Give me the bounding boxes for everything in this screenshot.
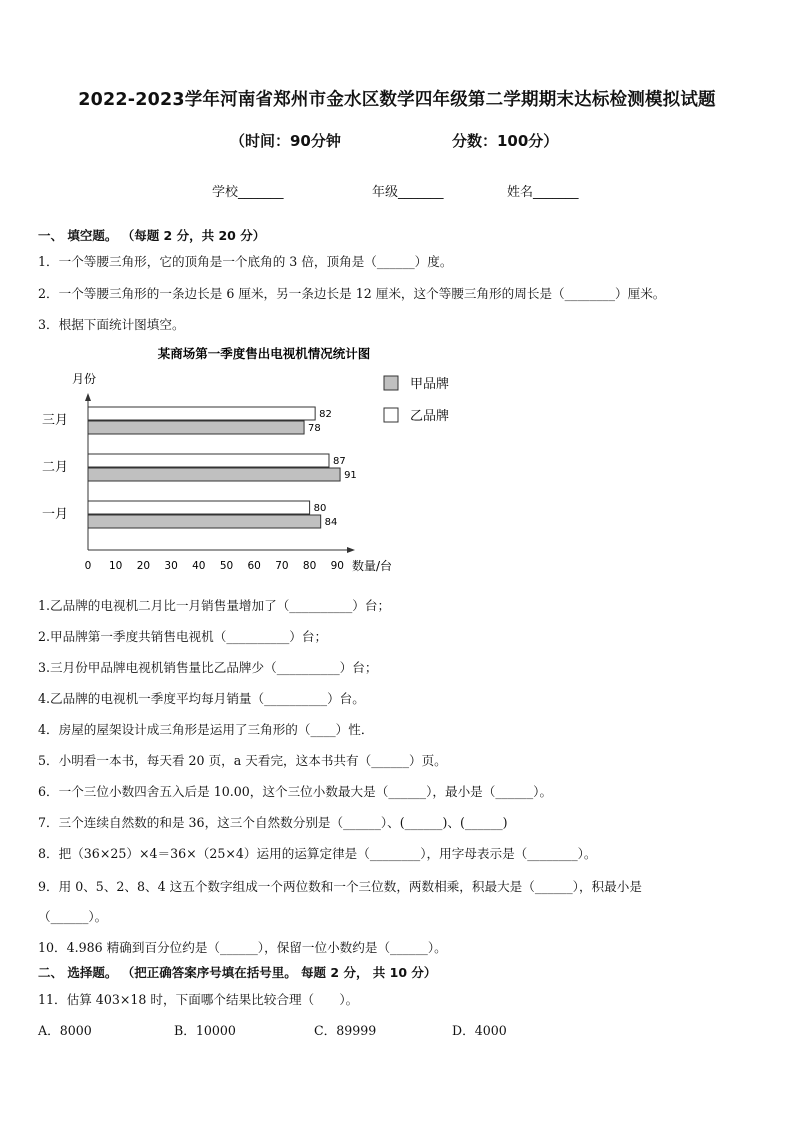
x-tick-label: 50 <box>219 560 234 572</box>
x-tick-label: 0 <box>84 560 92 572</box>
name-field: 姓名_______ <box>507 185 579 200</box>
question-8: 8．把（36×25）×4＝36×（25×4）运用的运算定律是（________），用字母表示是（________）。 <box>38 846 597 861</box>
question-2: 2．一个等腰三角形的一条边长是 6 厘米，另一条边长是 12 厘米，这个等腰三角形的周长是（________）厘米。 <box>38 286 666 301</box>
category-label: 一月 <box>42 507 69 522</box>
bar-value-label: 82 <box>319 409 332 420</box>
legend-swatch <box>384 376 398 390</box>
question-11: 11．估算 403×18 时，下面哪个结果比较合理（ ）。 <box>38 992 359 1007</box>
option-d: D．4000 <box>452 1023 507 1038</box>
question-9: 9．用 0、5、2、8、4 这五个数字组成一个两位数和一个三位数，两数相乘，积最大是（______），积最小是 <box>38 879 642 894</box>
bar <box>88 515 321 528</box>
page-title: 2022-2023学年河南省郑州市金水区数学四年级第二学期期末达标检测模拟试题 <box>78 90 716 110</box>
bar <box>88 454 329 467</box>
subquestion-4: 4.乙品牌的电视机一季度平均每月销量（__________）台。 <box>38 691 365 706</box>
option-b: B．10000 <box>174 1023 236 1038</box>
question-10: 10．4.986 精确到百分位约是（______），保留一位小数约是（______）。 <box>38 940 447 955</box>
section-choice-heading: 二、 选择题。 （把正确答案序号填在括号里。 每题 2 分， 共 10 分） <box>38 965 437 980</box>
subquestion-2: 2.甲品牌第一季度共销售电视机（__________）台； <box>38 629 328 644</box>
legend-swatch <box>384 408 398 422</box>
bar-chart <box>36 340 476 580</box>
school-field: 学校_______ <box>212 185 284 200</box>
bar <box>88 468 340 481</box>
bar <box>88 407 315 420</box>
x-tick-label: 30 <box>164 560 178 572</box>
bar-value-label: 80 <box>313 503 327 514</box>
grade-field: 年级_______ <box>372 185 444 200</box>
question-1: 1．一个等腰三角形，它的顶角是一个底角的 3 倍，顶角是（______）度。 <box>38 254 453 269</box>
question-5: 5．小明看一本书，每天看 20 页，a 天看完，这本书共有（______）页。 <box>38 753 447 768</box>
legend-label: 甲品牌 <box>410 377 450 392</box>
bar-value-label: 91 <box>344 470 357 481</box>
x-tick-label: 60 <box>247 560 261 572</box>
bar <box>88 501 310 514</box>
legend-label: 乙品牌 <box>410 409 450 424</box>
y-axis-label: 月份 <box>72 372 97 386</box>
category-label: 三月 <box>42 413 69 428</box>
chart-title: 某商场第一季度售出电视机情况统计图 <box>157 346 371 361</box>
exam-time: （时间：90分钟 <box>230 132 341 150</box>
option-a: A．8000 <box>38 1023 92 1038</box>
x-tick-label: 10 <box>109 560 123 572</box>
x-axis-arrow <box>347 547 355 553</box>
bar-value-label: 87 <box>332 456 346 467</box>
question-9-continued: （______）。 <box>38 909 108 924</box>
question-3: 3．根据下面统计图填空。 <box>38 317 185 332</box>
y-axis-arrow <box>85 393 91 401</box>
subquestion-3: 3.三月份甲品牌电视机销售量比乙品牌少（__________）台； <box>38 660 378 675</box>
option-c: C．89999 <box>314 1023 377 1038</box>
x-tick-label: 90 <box>330 560 344 572</box>
bar <box>88 421 304 434</box>
bar-value-label: 78 <box>308 423 321 434</box>
x-tick-label: 40 <box>192 560 206 572</box>
exam-score: 分数：100分） <box>452 132 559 150</box>
question-7: 7．三个连续自然数的和是 36，这三个自然数分别是（______）、(______)、(______) <box>38 815 508 830</box>
question-6: 6．一个三位小数四舍五入后是 10.00，这个三位小数最大是（______），最小是（______）。 <box>38 784 553 799</box>
question-4: 4．房屋的屋架设计成三角形是运用了三角形的（____）性． <box>38 722 374 737</box>
section-fill-in-heading: 一、 填空题。 （每题 2 分，共 20 分） <box>38 228 266 243</box>
x-tick-label: 70 <box>275 560 289 572</box>
x-tick-label: 20 <box>136 560 151 572</box>
x-axis-label: 数量/台 <box>352 559 393 573</box>
bar-value-label: 84 <box>324 517 338 528</box>
category-label: 二月 <box>42 460 69 475</box>
subquestion-1: 1.乙品牌的电视机二月比一月销售量增加了（__________）台； <box>38 598 391 613</box>
x-tick-label: 80 <box>302 560 317 572</box>
